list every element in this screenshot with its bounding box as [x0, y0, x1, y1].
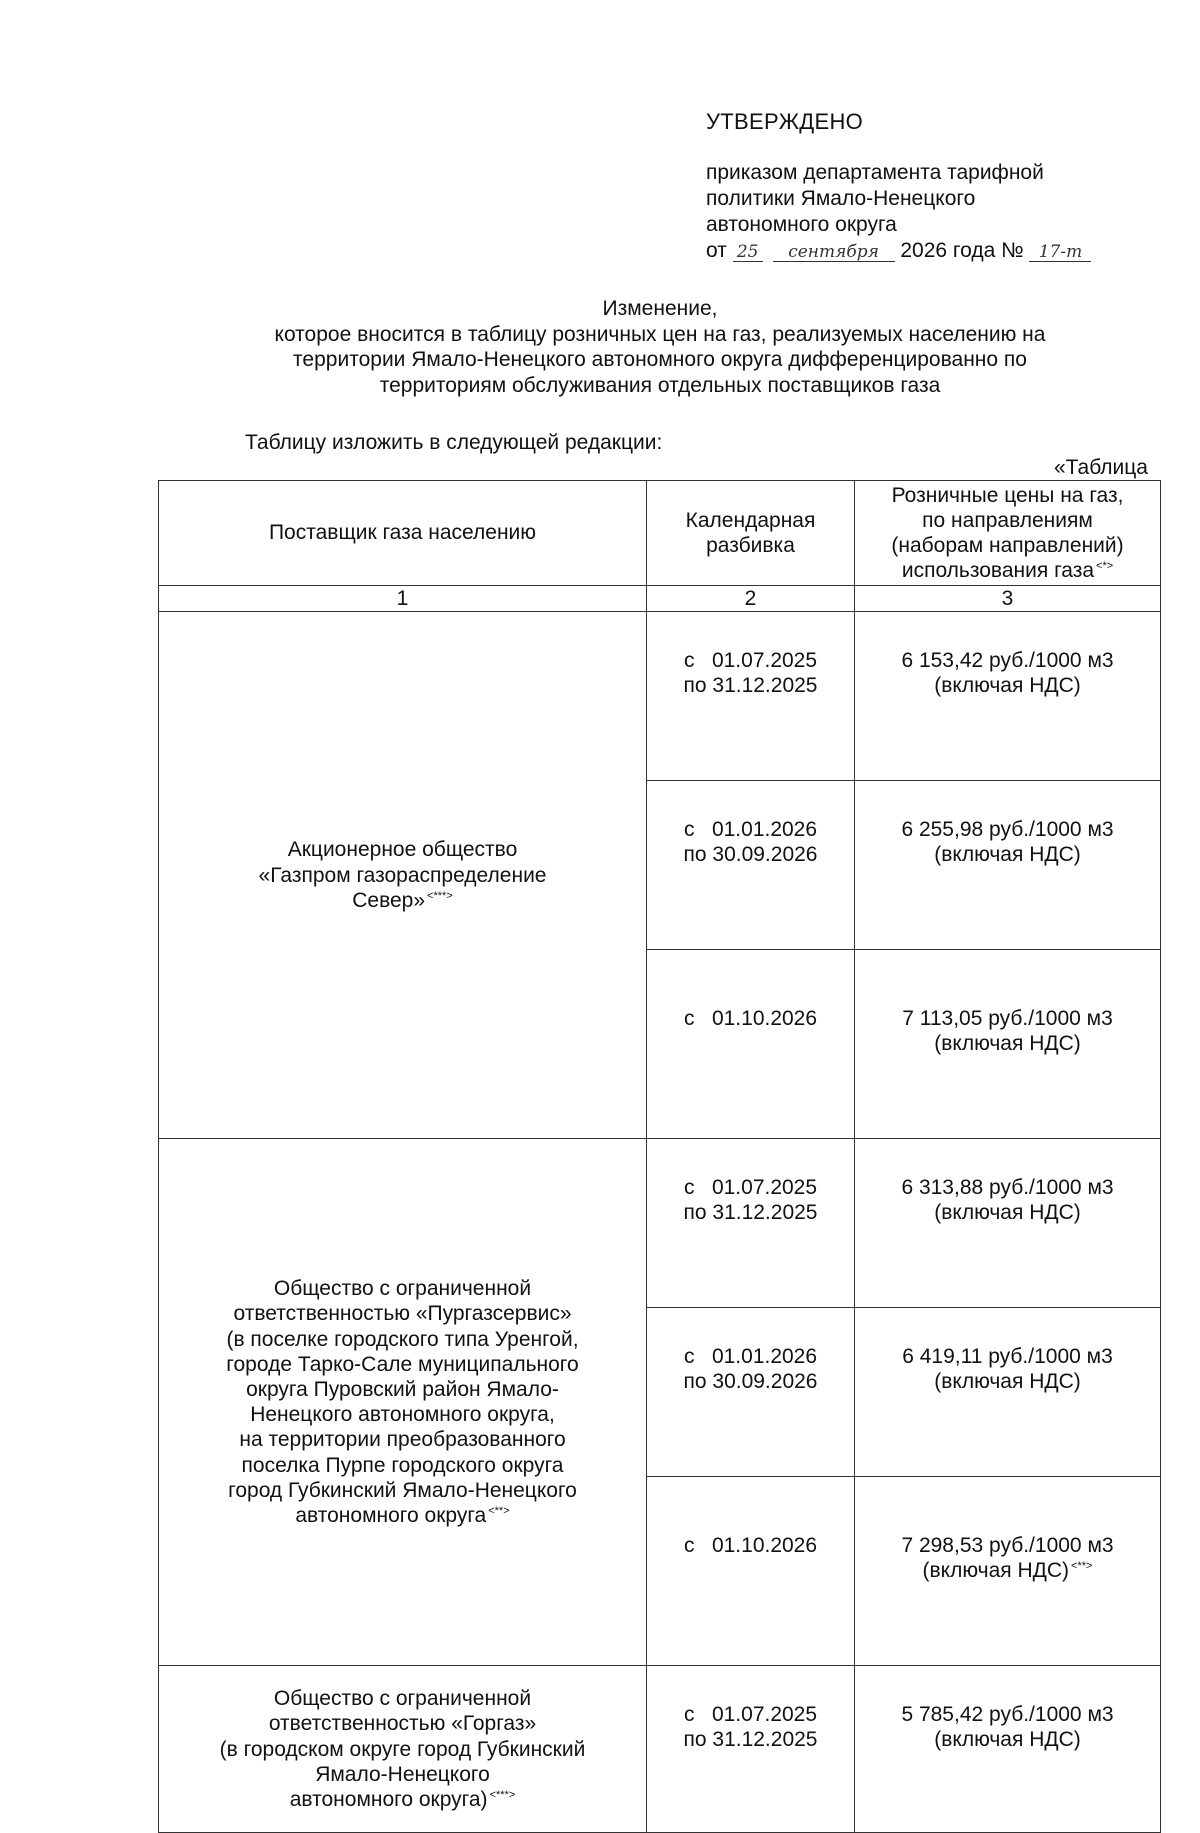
price-vat-line	[859, 842, 1156, 867]
period-to: по 30.09.2026	[683, 1370, 818, 1394]
price-cell	[855, 1139, 1161, 1308]
table-row	[159, 612, 1161, 781]
header-price	[855, 481, 1161, 586]
price-table	[158, 480, 1161, 1833]
price-vat: (включая НДС)	[934, 1201, 1081, 1225]
price-vat: (включая НДС)	[934, 1728, 1081, 1752]
supplier-name-line	[163, 1276, 642, 1301]
price-value: 6 419,11 руб./1000 м3	[902, 1345, 1113, 1369]
price-vat-line	[859, 1200, 1156, 1225]
table-header-row	[159, 481, 1161, 586]
approval-block	[706, 108, 1176, 264]
price-value: 7 113,05 руб./1000 м3	[902, 1007, 1113, 1031]
header-supplier: Поставщик газа населению	[159, 481, 647, 586]
column-number: 3	[855, 586, 1161, 612]
approval-line-2: политики Ямало-Ненецкого	[706, 187, 976, 211]
period-to: по 31.12.2025	[683, 1728, 818, 1752]
period-cell	[647, 1308, 855, 1477]
column-number: 2	[647, 586, 855, 612]
period-from: с 01.10.2026	[683, 1534, 818, 1558]
header-price-line-4: использования газа	[901, 559, 1095, 583]
supplier-name-text: (в поселке городского типа Уренгой,	[226, 1327, 579, 1351]
supplier-name-line	[163, 1377, 642, 1402]
table-label: «Таблица	[1053, 456, 1148, 479]
price-vat: (включая НДС)	[934, 1370, 1081, 1394]
period-from: с 01.01.2026	[683, 818, 818, 842]
supplier-name-line	[163, 1737, 642, 1762]
period-from: с 01.07.2025	[683, 649, 818, 673]
supplier-name-cell	[159, 612, 647, 1139]
approval-line-3: автономного округа	[706, 213, 897, 237]
price-value: 5 785,42 руб./1000 м3	[901, 1703, 1114, 1727]
price-value: 6 313,88 руб./1000 м3	[901, 1176, 1114, 1200]
supplier-name-text: ответственностью «Горгаз»	[268, 1712, 537, 1736]
handwritten-day: 25	[733, 243, 763, 262]
supplier-name-line	[163, 1787, 642, 1812]
price-vat-line	[859, 1031, 1156, 1056]
price-value: 6 255,98 руб./1000 м3	[901, 818, 1114, 842]
price-vat: (включая НДС)	[934, 843, 1081, 867]
handwritten-order-number: 17-т	[1029, 243, 1091, 262]
title-line-1: Изменение,	[602, 297, 718, 320]
supplier-name-line	[163, 1453, 642, 1478]
approval-date-line	[706, 238, 1176, 264]
price-value: 7 298,53 руб./1000 м3	[901, 1534, 1114, 1558]
price-table-body	[159, 481, 1161, 1833]
supplier-name-text: на территории преобразованного	[239, 1428, 566, 1452]
price-vat: (включая НДС)	[934, 1032, 1081, 1056]
supplier-name-line	[163, 888, 642, 913]
period-to: по 31.12.2025	[683, 1201, 818, 1225]
date-prefix: от	[706, 239, 727, 263]
header-period	[647, 481, 855, 586]
supplier-name-text: Ненецкого автономного округа,	[250, 1403, 555, 1427]
supplier-name-text: Общество с ограниченной	[273, 1687, 532, 1711]
price-cell	[855, 1308, 1161, 1477]
supplier-name-text: Общество с ограниченной	[273, 1277, 532, 1301]
title-line-3: территории Ямало-Ненецкого автономного округа дифференцированно по	[293, 348, 1027, 372]
document-title	[150, 296, 1170, 398]
supplier-name-line	[163, 1503, 642, 1528]
period-from: с 01.10.2026	[683, 1007, 818, 1031]
price-cell	[855, 1477, 1161, 1666]
supplier-name-line	[163, 1686, 642, 1711]
supplier-name-text: Ямало-Ненецкого	[315, 1762, 490, 1786]
table-row	[159, 1139, 1161, 1308]
approval-line-1: приказом департамента тарифной	[706, 161, 1044, 185]
price-value: 6 153,42 руб./1000 м3	[901, 649, 1114, 673]
price-cell	[855, 950, 1161, 1139]
supplier-name-line	[163, 837, 642, 862]
period-cell	[647, 612, 855, 781]
supplier-name-cell	[159, 1139, 647, 1666]
title-line-4: территориям обслуживания отдельных поставщиков газа	[379, 373, 941, 397]
handwritten-month: сентября	[773, 243, 895, 262]
title-line-2: которое вносится в таблицу розничных цен на газ, реализуемых населению на	[274, 322, 1046, 346]
column-number-row	[159, 586, 1161, 612]
price-vat-line	[859, 673, 1156, 698]
supplier-footnote-mark: <***>	[489, 1788, 516, 1801]
price-footnote-mark: <**>	[1071, 1560, 1093, 1573]
header-price-line-3: (наборам направлений)	[891, 534, 1124, 557]
price-vat-line	[859, 1369, 1156, 1394]
supplier-name-text: город Губкинский Ямало-Ненецкого	[228, 1478, 577, 1502]
header-period-line-1: Календарная	[685, 508, 816, 532]
period-cell	[647, 1139, 855, 1308]
intro-text: Таблицу изложить в следующей редакции:	[245, 431, 663, 454]
period-from: с 01.07.2025	[683, 1176, 818, 1200]
price-cell	[855, 612, 1161, 781]
header-price-line-4-wrap	[859, 558, 1156, 583]
supplier-name-line	[163, 1478, 642, 1503]
period-cell	[647, 1666, 855, 1833]
period-cell	[647, 950, 855, 1139]
supplier-name-line	[163, 1301, 642, 1326]
supplier-name-line	[163, 1427, 642, 1452]
period-to: по 30.09.2026	[683, 843, 818, 867]
supplier-name-line	[163, 863, 642, 888]
supplier-name-text: «Газпром газораспределение	[258, 863, 547, 887]
supplier-name-text: городе Тарко-Сале муниципального	[226, 1352, 579, 1376]
approval-heading: УТВЕРЖДЕНО	[706, 109, 864, 134]
header-price-line-1: Розничные цены на газ,	[891, 483, 1124, 507]
header-price-line-2: по направлениям	[922, 508, 1093, 532]
supplier-name-cell	[159, 1666, 647, 1833]
supplier-name-line	[163, 1402, 642, 1427]
price-vat-line	[859, 1558, 1156, 1583]
supplier-name-text: автономного округа	[295, 1503, 487, 1527]
table-row	[159, 1666, 1161, 1833]
supplier-name-text: округа Пуровский район Ямало-	[246, 1378, 559, 1401]
period-cell	[647, 781, 855, 950]
supplier-name-text: автономного округа)	[289, 1787, 488, 1811]
supplier-name-text: поселка Пурпе городского округа	[241, 1453, 564, 1477]
column-number: 1	[159, 586, 647, 612]
supplier-name-line	[163, 1762, 642, 1787]
period-cell	[647, 1477, 855, 1666]
header-price-note: <*>	[1096, 560, 1114, 573]
supplier-footnote-mark: <**>	[488, 1504, 510, 1517]
supplier-footnote-mark: <***>	[427, 889, 453, 902]
price-vat-line	[859, 1727, 1156, 1752]
period-from: с 01.07.2025	[683, 1703, 818, 1727]
supplier-name-text: ответственностью «Пургазсервис»	[233, 1302, 572, 1326]
supplier-name-text: Север»	[352, 888, 426, 912]
period-to: по 31.12.2025	[683, 674, 818, 698]
period-from: с 01.01.2026	[683, 1345, 818, 1369]
price-cell	[855, 781, 1161, 950]
year-text: 2026 года №	[900, 239, 1024, 263]
header-period-line-2: разбивка	[706, 534, 795, 557]
supplier-name-line	[163, 1352, 642, 1377]
price-vat: (включая НДС)	[922, 1559, 1070, 1583]
price-cell	[855, 1666, 1161, 1833]
supplier-name-text: Акционерное общество	[287, 838, 518, 862]
price-vat: (включая НДС)	[934, 674, 1081, 698]
supplier-name-text: (в городском округе город Губкинский	[219, 1737, 586, 1761]
supplier-name-line	[163, 1711, 642, 1736]
supplier-name-line	[163, 1327, 642, 1352]
